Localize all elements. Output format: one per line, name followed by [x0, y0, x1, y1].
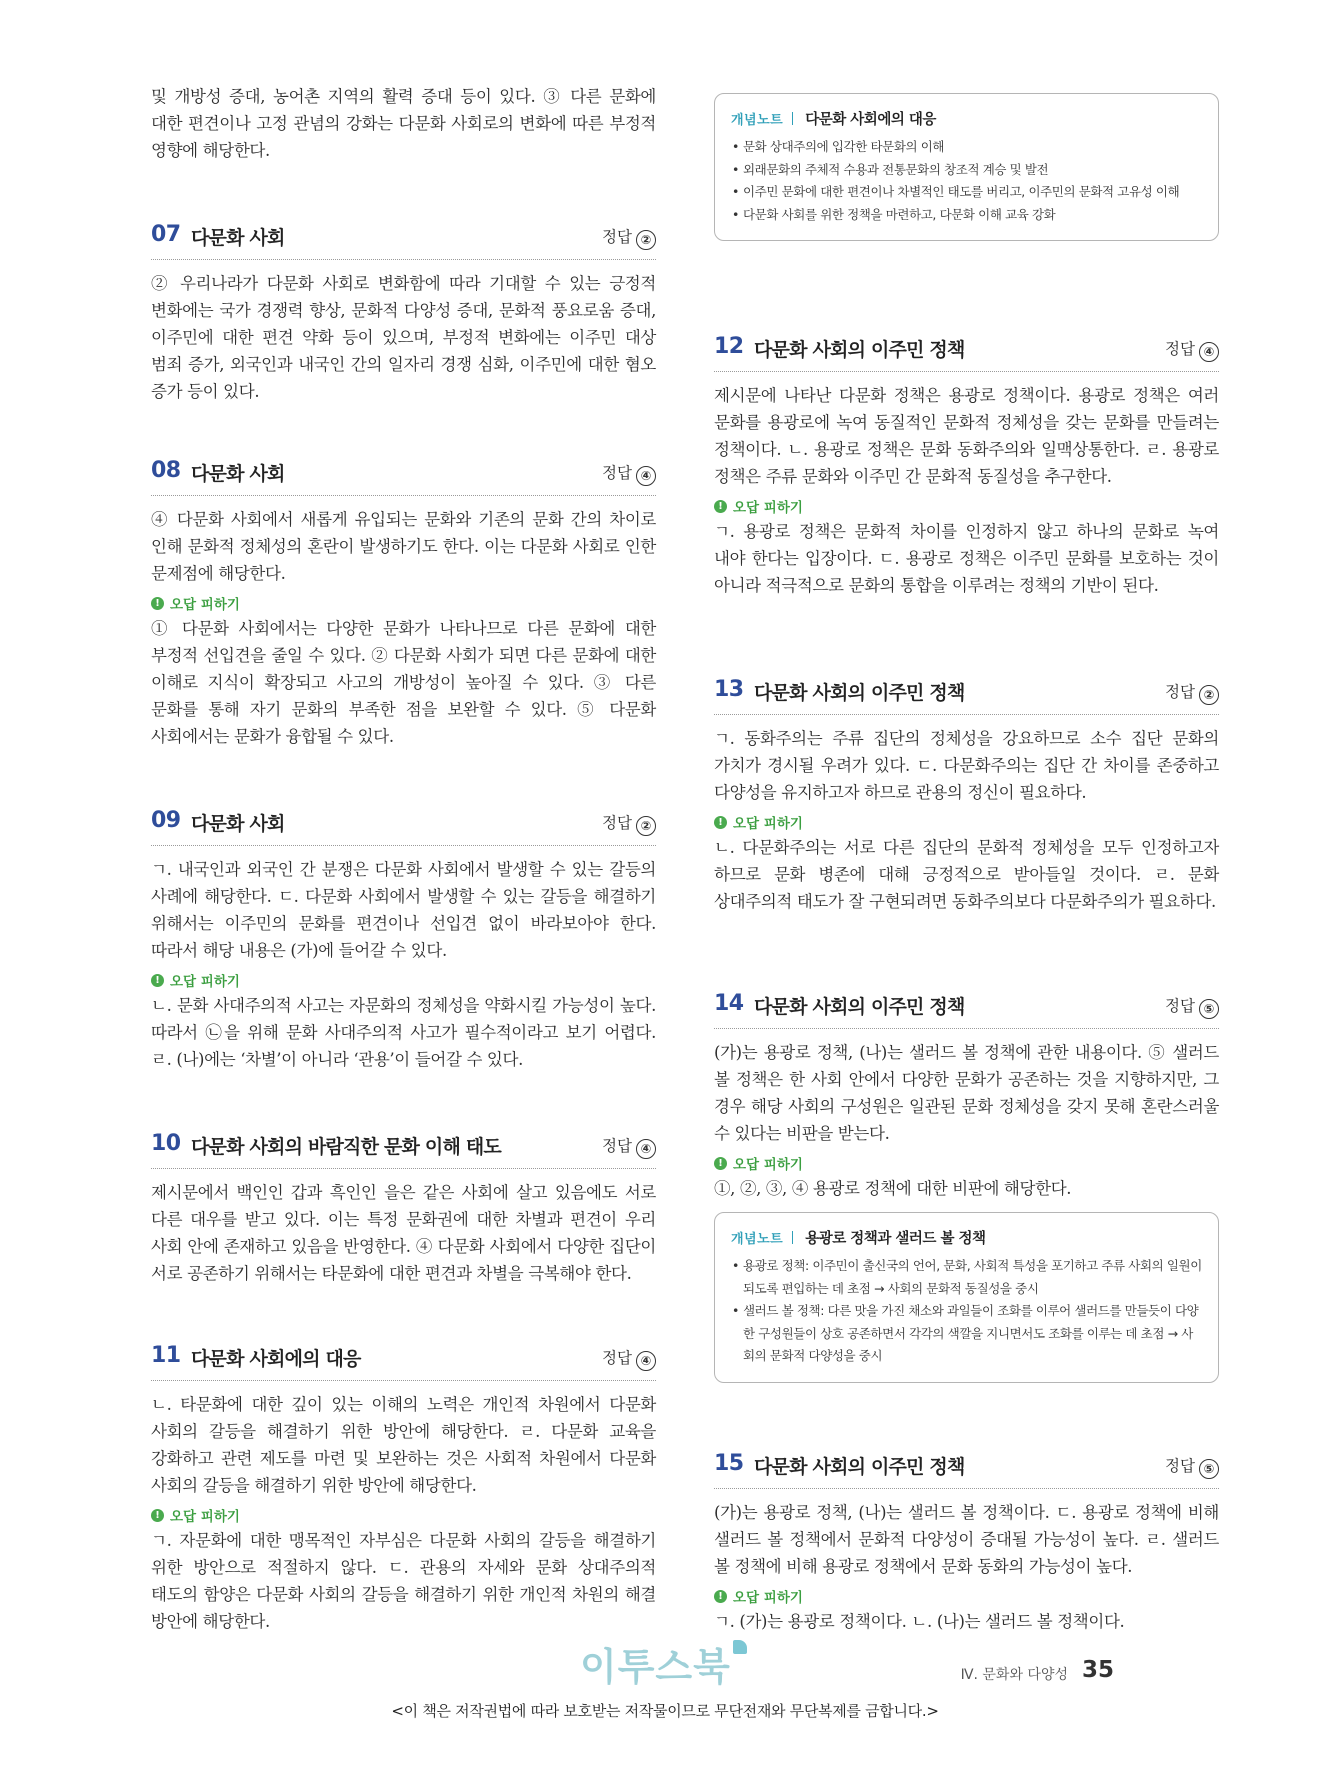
wrong-answer-heading: ! 오답 피하기	[714, 1151, 1219, 1175]
concept-note	[714, 1212, 1219, 1383]
question-number: 15	[714, 1451, 744, 1476]
question-08	[151, 456, 656, 750]
answer-value: ②	[636, 230, 656, 250]
page-number: 35	[1082, 1657, 1115, 1683]
question-number: 08	[151, 458, 181, 483]
answer-label: 정답 ②	[1165, 680, 1219, 705]
wrong-answer-heading: ! 오답 피하기	[151, 968, 656, 992]
explanation-text: ② 우리나라가 다문화 사회로 변화함에 따라 기대할 수 있는 긍정적 변화에는 국가 경쟁력 향상, 문화적 다양성 증대, 문화적 풍요로움 증대, 이주민에 대한 편견 약화 등이 있으며, 부정적 변화에는 이주민 대상 범죄 증가, 외국인과 내국인 간의 일자리 경쟁 심화, 이주민에 대한 혐오 증가 등이 있다.	[151, 274, 656, 401]
question-title: 다문화 사회	[191, 813, 285, 835]
question-number: 14	[714, 991, 744, 1016]
concept-note-list	[731, 136, 1202, 226]
question-number: 07	[151, 222, 181, 247]
explanation-text: ④ 다문화 사회에서 새롭게 유입되는 문화와 기존의 문화 간의 차이로 인해 문화적 정체성의 혼란이 발생하기도 한다. 이는 다문화 사회로 인한 문제점에 해당한다.	[151, 510, 656, 583]
question-13	[714, 675, 1219, 915]
question-number: 12	[714, 334, 744, 359]
explanation-text: (가)는 용광로 정책, (나)는 샐러드 볼 정책이다. ㄷ. 용광로 정책에 비해 샐러드 볼 정책에서 문화적 다양성이 증대될 가능성이 높다. ㄹ. 샐러드 볼 정책에 비해 용광로 정책에서 문화 동화의 가능성이 높다.	[714, 1503, 1219, 1576]
copyright-notice: <이 책은 저작권법에 따라 보호받는 저작물이므로 무단전재와 무단복제를 금합니다.>	[391, 1702, 939, 1720]
answer-label: 정답 ②	[602, 811, 656, 836]
explanation-text: ㄱ. 동화주의는 주류 집단의 정체성을 강요하므로 소수 집단 문화의 가치가 경시될 우려가 있다. ㄷ. 다문화주의는 집단 간 차이를 존중하고 다양성을 유지하고자 하므로 관용의 정신이 필요하다.	[714, 729, 1219, 802]
exclamation-icon: !	[714, 816, 727, 829]
list-item: • 이주민 문화에 대한 편견이나 차별적인 태도를 버리고, 이주민의 문화적 고유성 이해	[731, 181, 1202, 204]
intro-text: 및 개방성 증대, 농어촌 지역의 활력 증대 등이 있다. ③ 다른 문화에 대한 편견이나 고정 관념의 강화는 다문화 사회로의 변화에 따른 부정적 영향에 해당한다.	[151, 87, 656, 160]
divider	[792, 112, 793, 125]
question-title: 다문화 사회의 이주민 정책	[754, 996, 965, 1018]
answer-value: ④	[636, 1351, 656, 1371]
answer-label: 정답 ④	[602, 461, 656, 486]
answer-value: ④	[636, 1139, 656, 1159]
concept-note	[714, 93, 1219, 241]
question-header	[151, 806, 656, 846]
wrong-answer-heading: ! 오답 피하기	[714, 810, 1219, 834]
question-09	[151, 806, 656, 1073]
exclamation-icon: !	[151, 974, 164, 987]
list-item: • 문화 상대주의에 입각한 타문화의 이해	[731, 136, 1202, 159]
answer-value: ⑤	[1199, 999, 1219, 1019]
exclamation-icon: !	[714, 1157, 727, 1170]
logo-mark-icon	[733, 1640, 747, 1654]
explanation-text: (가)는 용광로 정책, (나)는 샐러드 볼 정책에 관한 내용이다. ⑤ 샐러드 볼 정책은 한 사회 안에서 다양한 문화가 공존하는 것을 지향하지만, 그 경우 해당 사회의 구성원은 일관된 문화 정체성을 갖지 못해 혼란스러울 수 있다는 비판을 받는다.	[714, 1043, 1219, 1143]
exclamation-icon: !	[151, 597, 164, 610]
question-header	[714, 1449, 1219, 1489]
explanation-text: ㄴ. 타문화에 대한 깊이 있는 이해의 노력은 개인적 차원에서 다문화 사회의 갈등을 해결하기 위한 방안에 해당한다. ㄹ. 다문화 교육을 강화하고 관련 제도를 마련 및 보완하는 것은 사회적 차원에서 다문화 사회의 갈등을 해결하기 위한 방안에 해당한다.	[151, 1395, 656, 1495]
question-14	[714, 989, 1219, 1202]
answer-value: ④	[1199, 342, 1219, 362]
question-title: 다문화 사회에의 대응	[191, 1348, 361, 1370]
question-header	[151, 220, 656, 260]
question-number: 13	[714, 677, 744, 702]
answer-label: 정답 ②	[602, 225, 656, 250]
question-header	[714, 332, 1219, 372]
publisher-logo	[580, 1636, 747, 1691]
chapter-label: Ⅳ. 문화와 다양성	[960, 1667, 1068, 1683]
wrong-answer-heading: ! 오답 피하기	[714, 494, 1219, 518]
concept-note-label: 개념노트	[731, 1232, 784, 1247]
list-item: • 다문화 사회를 위한 정책을 마련하고, 다문화 이해 교육 강화	[731, 204, 1202, 227]
exclamation-icon: !	[151, 1509, 164, 1522]
question-title: 다문화 사회의 이주민 정책	[754, 1456, 965, 1478]
question-10	[151, 1129, 656, 1287]
list-item: • 외래문화의 주체적 수용과 전통문화의 창조적 계승 및 발전	[731, 159, 1202, 182]
answer-value: ②	[1199, 685, 1219, 705]
wrong-answer-text: ①, ②, ③, ④ 용광로 정책에 대한 비판에 해당한다.	[714, 1179, 1072, 1198]
publisher-logo-text: 이투스북	[580, 1645, 731, 1689]
question-number: 11	[151, 1343, 181, 1368]
question-header	[151, 1129, 656, 1169]
answer-label: 정답 ⑤	[1165, 994, 1219, 1019]
divider	[792, 1231, 793, 1244]
question-header	[151, 1341, 656, 1381]
wrong-answer-text: ㄱ. (가)는 용광로 정책이다. ㄴ. (나)는 샐러드 볼 정책이다.	[714, 1612, 1125, 1631]
question-15	[714, 1449, 1219, 1635]
wrong-answer-text: ① 다문화 사회에서는 다양한 문화가 나타나므로 다른 문화에 대한 부정적 선입견을 줄일 수 있다. ② 다문화 사회가 되면 다른 문화에 대한 이해로 지식이 확장되고 사고의 개방성이 높아질 수 있다. ③ 다른 문화를 통해 자기 문화의 부족한 점을 보완할 수 있다. ⑤ 다문화 사회에서는 문화가 융합될 수 있다.	[151, 619, 656, 746]
question-title: 다문화 사회의 이주민 정책	[754, 682, 965, 704]
concept-note-title: 용광로 정책과 샐러드 볼 정책	[805, 1231, 986, 1247]
explanation-text: ㄱ. 내국인과 외국인 간 분쟁은 다문화 사회에서 발생할 수 있는 갈등의 사례에 해당한다. ㄷ. 다문화 사회에서 발생할 수 있는 갈등을 해결하기 위해서는 이주민의 문화를 편견이나 선입견 없이 바라보아야 한다. 따라서 해당 내용은 (가)에 들어갈 수 있다.	[151, 860, 656, 960]
question-number: 10	[151, 1131, 181, 1156]
question-header	[714, 989, 1219, 1029]
concept-note-header	[731, 108, 1202, 129]
list-item: • 샐러드 볼 정책: 다른 맛을 가진 채소와 과일들이 조화를 이루어 샐러드를 만들듯이 다양한 구성원들이 상호 공존하면서 각각의 색깔을 지니면서도 조화를 이루는 데 초점 → 사회의 문화적 다양성을 중시	[731, 1300, 1202, 1368]
answer-label: 정답 ⑤	[1165, 1454, 1219, 1479]
exclamation-icon: !	[714, 1590, 727, 1603]
wrong-answer-text: ㄴ. 문화 사대주의적 사고는 자문화의 정체성을 약화시킬 가능성이 높다. 따라서 ㉡을 위해 문화 사대주의적 사고가 필수적이라고 보기 어렵다. ㄹ. (나)에는 ‘차별’이 아니라 ‘관용’이 들어갈 수 있다.	[151, 996, 656, 1069]
question-title: 다문화 사회	[191, 227, 285, 249]
concept-note-header	[731, 1227, 1202, 1248]
concept-note-label: 개념노트	[731, 113, 784, 128]
question-07	[151, 220, 656, 405]
question-11	[151, 1341, 656, 1635]
wrong-answer-text: ㄱ. 용광로 정책은 문화적 차이를 인정하지 않고 하나의 문화로 녹여 내야 한다는 입장이다. ㄷ. 용광로 정책은 이주민 문화를 보호하는 것이 아니라 적극적으로 문화의 통합을 이루려는 정책의 기반이 된다.	[714, 522, 1219, 595]
concept-note-list	[731, 1255, 1202, 1368]
question-header	[151, 456, 656, 496]
wrong-answer-text: ㄱ. 자문화에 대한 맹목적인 자부심은 다문화 사회의 갈등을 해결하기 위한 방안으로 적절하지 않다. ㄷ. 관용의 자세와 문화 상대주의적 태도의 함양은 다문화 사회의 갈등을 해결하기 위한 개인적 차원의 해결 방안에 해당한다.	[151, 1531, 656, 1631]
question-title: 다문화 사회의 이주민 정책	[754, 339, 965, 361]
question-title: 다문화 사회의 바람직한 문화 이해 태도	[191, 1136, 501, 1158]
answer-value: ④	[636, 466, 656, 486]
wrong-answer-heading: ! 오답 피하기	[151, 591, 656, 615]
explanation-text: 제시문에 나타난 다문화 정책은 용광로 정책이다. 용광로 정책은 여러 문화를 용광로에 녹여 동질적인 문화적 정체성을 갖는 문화를 만들려는 정책이다. ㄴ. 용광로 정책은 문화 동화주의와 일맥상통한다. ㄹ. 용광로 정책은 주류 문화와 이주민 간 문화적 동질성을 추구한다.	[714, 386, 1219, 486]
answer-value: ②	[636, 816, 656, 836]
exclamation-icon: !	[714, 500, 727, 513]
answer-label: 정답 ④	[602, 1134, 656, 1159]
question-number: 09	[151, 808, 181, 833]
answer-value: ⑤	[1199, 1459, 1219, 1479]
wrong-answer-text: ㄴ. 다문화주의는 서로 다른 집단의 문화적 정체성을 모두 인정하고자 하므로 문화 병존에 대해 긍정적으로 받아들일 것이다. ㄹ. 문화 상대주의적 태도가 잘 구현되려면 동화주의보다 다문화주의가 필요하다.	[714, 838, 1219, 911]
explanation-text: 제시문에서 백인인 갑과 흑인인 을은 같은 사회에 살고 있음에도 서로 다른 대우를 받고 있다. 이는 특정 문화권에 대한 차별과 편견이 우리 사회 안에 존재하고 있음을 반영한다. ④ 다문화 사회에서 다양한 집단이 서로 공존하기 위해서는 타문화에 대한 편견과 차별을 극복해야 한다.	[151, 1183, 656, 1283]
question-title: 다문화 사회	[191, 463, 285, 485]
answer-label: 정답 ④	[602, 1346, 656, 1371]
wrong-answer-heading: ! 오답 피하기	[151, 1503, 656, 1527]
wrong-answer-heading: ! 오답 피하기	[714, 1584, 1219, 1608]
list-item: • 용광로 정책: 이주민이 출신국의 언어, 문화, 사회적 특성을 포기하고 주류 사회의 일원이 되도록 편입하는 데 초점 → 사회의 문화적 동질성을 중시	[731, 1255, 1202, 1300]
question-12	[714, 332, 1219, 599]
question-header	[714, 675, 1219, 715]
answer-label: 정답 ④	[1165, 337, 1219, 362]
concept-note-title: 다문화 사회에의 대응	[805, 112, 936, 128]
